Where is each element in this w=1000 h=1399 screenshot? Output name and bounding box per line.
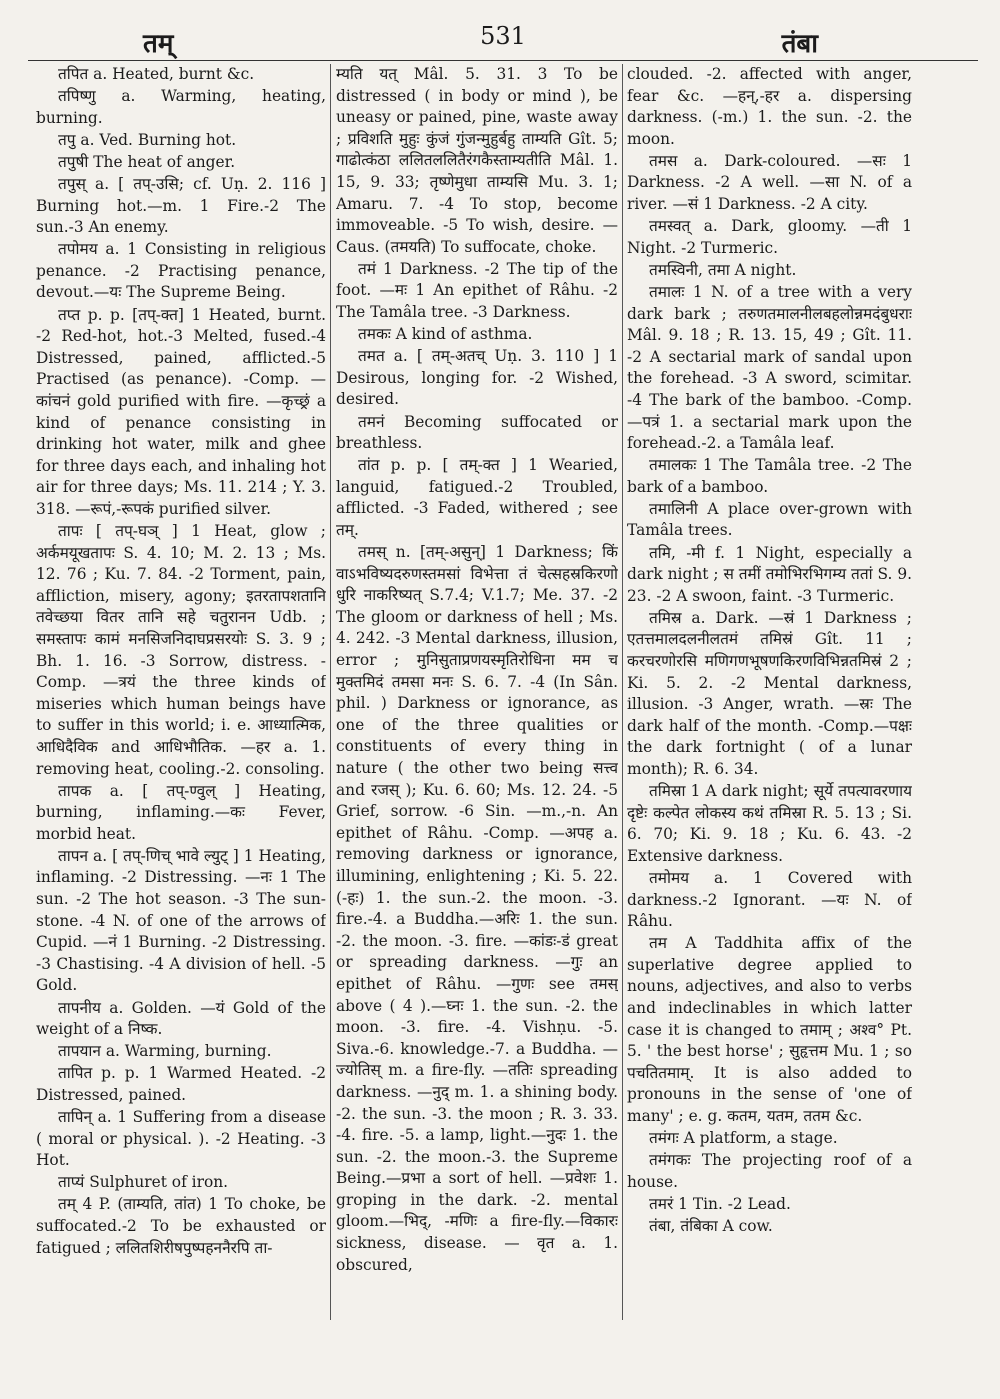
entry: तमकः A kind of asthma. (358, 325, 533, 344)
right-guide-word: तंबा (781, 29, 818, 59)
entry: तमस् n. [तम्-असुन्] 1 Darkness; किं वाऽभविष्यदरुणस्तमसां विभेत्ता तं चेत्सहस्रकिरणो धुरि नाकरिष्यत् S.7.4; V.1.7; Me. 37. -2 The gloom or darkness of hell ; Ms. 4. 242. -3 Mental darkness, illusion, error ; मुनिसुताप्रणयस्मृतिरोधिना मम च मुक्तमिदं तमसा मनः S. 6. 7. -4 (In Sân. phil. ) Darkness or ignorance, as one of the three qualities or constituents of every thing in nature ( the other two being सत्त्व and रजस् ); Ku. 6. 60; Ms. 12. 24. -5 Grief, sorrow. -6 Sin. —m.,-n. An epithet of Râhu. -Comp. —अपह a. removing darkness or ignorance, illumining, enlightening ; Ki. 5. 22. (-हः) 1. the sun.-2. the moon. -3. fire.-4. a Buddha.—अरिः 1. the sun. -2. the moon. -3. fire. —कांडः-डं great or spreading darkness. —गुः an epithet of Râhu. —गुणः see तमस् above ( 4 ).—घ्नः 1. the sun. -2. the moon. -3. fire. -4. Vishṇu. -5. Siva.-6. knowledge.-7. a Buddha. —ज्योतिस् m. a fire-fly. —ततिः spreading darkness. —नुद् m. 1. a shining body. -2. the sun. -3. the moon ; R. 3. 33. -4. fire. -5. a lamp, light.—नुदः 1. the sun. -2. the moon.-3. the Supreme Being.—प्रभा a sort of hell. —प्रवेशः 1. groping in the dark. -2. mental gloom.—भिद्, -मणिः a fire-fly.—विकारः sickness, disease. — वृत a. 1. obscured, (336, 543, 618, 1274)
entry: तमालकः 1 The Tamâla tree. -2 The bark of a bamboo. (627, 456, 912, 496)
column-2 (336, 64, 618, 1380)
entry: तापित p. p. 1 Warmed Heated. -2 Distressed, pained. (36, 1064, 326, 1104)
entry: तंबा, तंबिका A cow. (649, 1216, 773, 1235)
entry: तपु a. Ved. Burning hot. (58, 130, 237, 149)
entry: ताप्यं Sulphuret of iron. (58, 1173, 229, 1192)
entry: तापनीय a. Golden. —यं Gold of the weight of a निष्क. (36, 998, 326, 1039)
entry: तम् 4 P. (ताम्यति, तांत) 1 To choke, be suffocated.-2 To be exhausted or fatigued ; ललितशिरीषपुष्पहननैरपि ता- (36, 1195, 326, 1257)
entry: तमोमय a. 1 Covered with darkness.-2 Ignorant. —यः N. of Râhu. (627, 868, 912, 931)
entry: तपोमय a. 1 Consisting in religious penance. -2 Practising penance, devout.—यः The Supreme Being. (36, 240, 326, 302)
entry: तपुस् a. [ तप्-उसि; cf. Uṇ. 2. 116 ] Burning hot.—m. 1 Fire.-2 The sun.-3 An enemy. (36, 174, 326, 237)
entry: तमस्वत् a. Dark, gloomy. —ती 1 Night. -2 Turmeric. (627, 217, 912, 257)
entry: तप्त p. p. [तप्-क्त] 1 Heated, burnt. -2 Red-hot, hot.-3 Melted, fused.-4 Distressed, pained, afflicted.-5 Practised (as penance). -Comp. —कांचनं gold purified with fire. —कृच्छ्रं a kind of penance consisting in drinking hot water, milk and ghee for three days each, and inhaling hot air for three days; Ms. 11. 214 ; Y. 3. 318. —रूपं,-रूपकं purified silver. (36, 305, 326, 518)
entry: तमत a. [ तम्-अतच् Uṇ. 3. 110 ] 1 Desirous, longing for. -2 Wished, desired. (336, 347, 618, 409)
entry: म्यति यत् Mâl. 5. 31. 3 To be distressed ( in body or mind ), be uneasy or pained, pine, waste away ; प्रविशति मुहुः कुंजं गुंजन्मुहुर्बहु ताम्यति Gît. 5; गाढोत्कंठा ललितललितैरंगकैस्ताम्यतीति Mâl. 1. 15, 9. 33; तृष्णेमुधा ताम्यसि Mu. 3. 1; Amaru. 7. -4 To stop, become immoveable. -5 To wish, desire. — Caus. (तमयति) To suffocate, choke. (336, 65, 618, 256)
entry: तापिन् a. 1 Suffering from a disease ( moral or physical. ). -2 Heating. -3 Hot. (36, 1108, 326, 1170)
entry: clouded. -2. affected with anger, fear &c. —हन्,-हर a. dispersing darkness. (-m.) 1. the sun. -2. the moon. (627, 65, 912, 148)
entry: तपित a. Heated, burnt &c. (58, 65, 255, 83)
entry: तमनं Becoming suffocated or breathless. (336, 412, 618, 453)
column-3 (627, 64, 912, 1380)
entry: तपुषी The heat of anger. (58, 152, 236, 171)
entry: तापन a. [ तप्-णिच् भावे ल्युट् ] 1 Heating, inflaming. -2 Distressing. —नः 1 The sun. -2 The hot season. -3 The sun-stone. -4 N. of one of the arrows of Cupid. —नं 1 Burning. -2 Distressing. -3 Chastising. -4 A division of hell. -5 Gold. (36, 846, 326, 995)
column-divider (622, 64, 623, 1320)
entry: तमरं 1 Tin. -2 Lead. (649, 1194, 791, 1213)
left-guide-word: तम् (143, 29, 174, 59)
header-rule (28, 60, 978, 61)
entry: तमालः 1 N. of a tree with a very dark bark ; तरुणतमालनीलबहलोन्नमदंबुधराः Mâl. 9. 18 ; R. 13. 15, 49 ; Gît. 11. -2 A sectarial mark of sandal upon the forehead. -3 A sword, scimitar. -4 The bark of the bamboo. -Comp. —पत्रं 1. a sectarial mark upon the forehead.-2. a Tamâla leaf. (627, 282, 912, 453)
entry: तमि, -मी f. 1 Night, especially a dark night ; स तमीं तमोभिरभिगम्य ततां S. 9. 23. -2 A swoon, faint. -3 Turmeric. (627, 543, 912, 605)
entry: तापक a. [ तप्-ण्वुल् ] Heating, burning, inflaming.—कः Fever, morbid heat. (36, 781, 326, 843)
entry: तमिस्रा 1 A dark night; सूर्ये तपत्यावरणाय दृष्टेः कल्पेत लोकस्य कथं तमिस्रा R. 5. 13 ; Si. 6. 70; Ki. 9. 18 ; Ku. 6. 43. -2 Extensive darkness. (627, 782, 912, 865)
entry: तमंगकः The projecting roof of a house. (627, 1151, 912, 1191)
entry: तांत p. p. [ तम्-क्त ] 1 Wearied, languid, fatigued.-2 Troubled, afflicted. -3 Faded, withered ; see तम्. (336, 456, 618, 539)
page-header (28, 18, 978, 58)
entry: तमस्विनी, तमा A night. (649, 260, 797, 279)
entry: तमालिनी A place over-grown with Tamâla trees. (627, 499, 912, 540)
entry: तापः [ तप्-घञ् ] 1 Heat, glow ; अर्कमयूखतापः S. 4. 10; M. 2. 13 ; Ms. 12. 76 ; Ku. 7. 84. -2 Torment, pain, affliction, misery, agony; इतरतापशतानि तवेच्छया वितर तानि सहे चतुरानन Udb. ; समस्तापः कामं मनसिजनिदाघप्रसरयोः S. 3. 9 ; Bh. 1. 16. -3 Sorrow, distress. -Comp. —त्रयं the three kinds of miseries which human beings have to suffer in this world; i. e. आध्यात्मिक, आधिदैविक and आधिभौतिक. —हर a. 1. removing heat, cooling.-2. consoling. (36, 521, 326, 778)
entry: तमस a. Dark-coloured. —सः 1 Darkness. -2 A well. —सा N. of a river. —सं 1 Darkness. -2 A city. (627, 151, 912, 214)
column-divider (330, 64, 331, 1320)
column-1 (36, 64, 326, 1380)
entry: तमिस्र a. Dark. —स्रं 1 Darkness ; एतत्तमालदलनीलतमं तमिस्रं Gît. 11 ; करचरणोरसि मणिगणभूषणकिरणविभिन्नतमिस्रं 2 ; Ki. 5. 2. -2 Mental darkness, illusion. -3 Anger, wrath. —स्रः The dark half of the month. -Comp.—पक्षः the dark fortnight ( of a lunar month); R. 6. 34. (627, 608, 912, 778)
entry: तापयान a. Warming, burning. (58, 1042, 272, 1061)
page-number: 531 (480, 22, 526, 50)
entry: तमंगः A platform, a stage. (649, 1129, 838, 1148)
entry: तम A Taddhita affix of the superlative degree applied to nouns, adjectives, and also to verbs and indeclinables in which latter case it is changed to तमाम् ; अश्व° Pt. 5. ' the best horse' ; सुहृत्तम Mu. 1 ; so पचतितमाम्. It is also added to pronouns in the sense of 'one of many' ; e. g. कतम, यतम, ततम &c. (627, 934, 912, 1125)
entry: तमं 1 Darkness. -2 The tip of the foot. —मः 1 An epithet of Râhu. -2 The Tamâla tree. -3 Darkness. (336, 259, 618, 322)
entry: तपिष्णु a. Warming, heating, burning. (36, 87, 326, 127)
